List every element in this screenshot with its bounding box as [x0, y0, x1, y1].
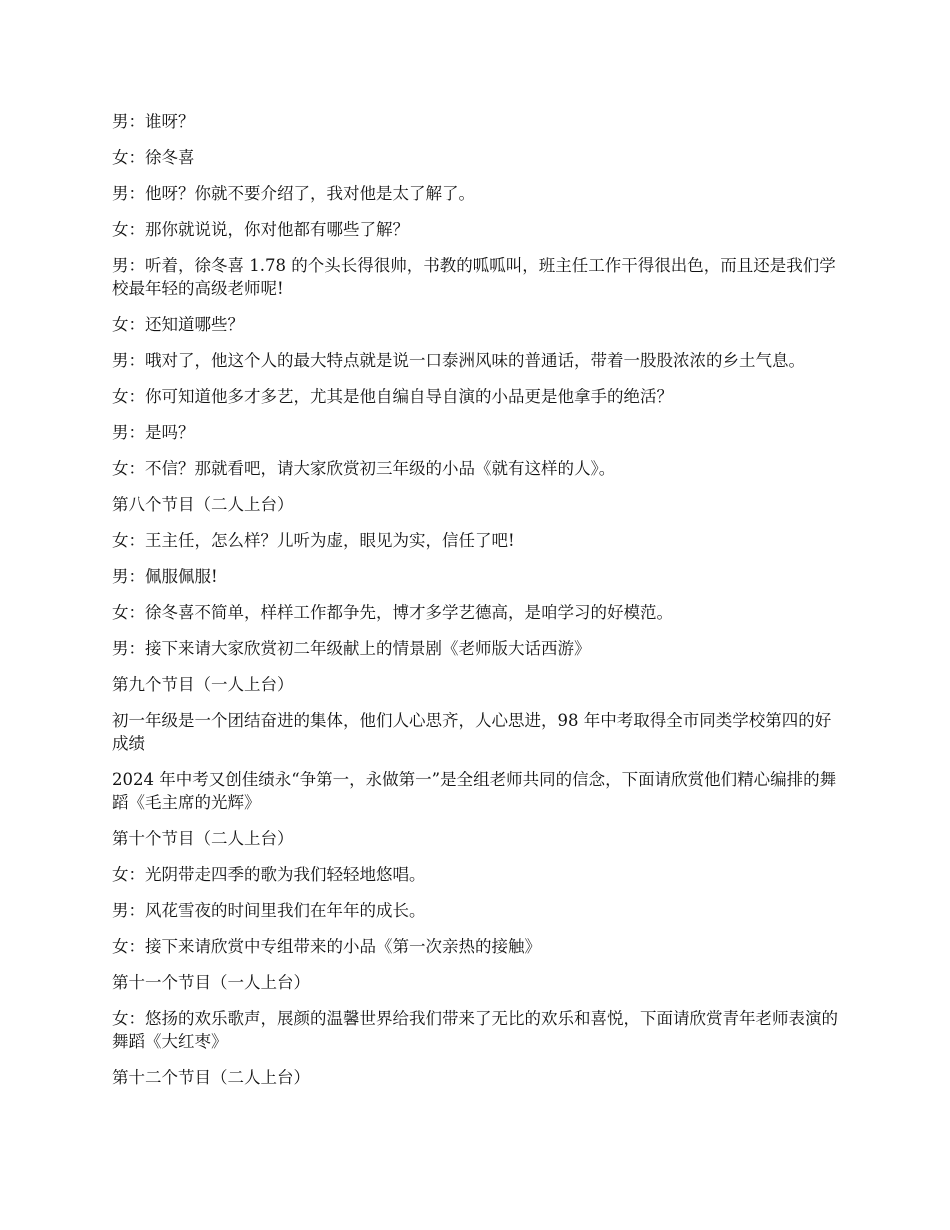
- dialogue-line: 男：谁呀？: [112, 112, 195, 131]
- dialogue-line: 女：接下来请欣赏中专组带来的小品《第一次亲热的接触》: [112, 937, 541, 956]
- program-heading: 第十一个节目（一人上台）: [112, 973, 310, 992]
- program-heading: 第十二个节目（二人上台）: [112, 1068, 310, 1087]
- dialogue-line: 女：王主任，怎么样？儿听为虚，眼见为实，信任了吧!: [112, 531, 515, 550]
- dialogue-line: 男：风花雪夜的时间里我们在年年的成长。: [112, 901, 426, 920]
- dialogue-line: 女：徐冬喜不简单，样样工作都争先，博才多学艺德高，是咱学习的好模范。: [112, 603, 673, 622]
- dialogue-line: 男：他呀？你就不要介绍了，我对他是太了解了。: [112, 184, 475, 203]
- dialogue-line: 男：接下来请大家欣赏初二年级献上的情景剧《老师版大话西游》: [112, 639, 591, 658]
- program-heading: 第十个节目（二人上台）: [112, 829, 294, 848]
- dialogue-line: 女：你可知道他多才多艺，尤其是他自编自导自演的小品更是他拿手的绝活？: [112, 387, 673, 406]
- dialogue-line: 女：徐冬喜: [112, 148, 195, 167]
- narration-line: 2024 年中考又创佳绩永“争第一，永做第一”是全组老师共同的信念，下面请欣赏他们精心编排的舞蹈《毛主席的光辉》: [112, 770, 837, 812]
- dialogue-line: 女：还知道哪些？: [112, 315, 244, 334]
- dialogue-line: 男：哦对了，他这个人的最大特点就是说一口泰洲风味的普通话，带着一股股浓浓的乡土气息。: [112, 351, 805, 370]
- dialogue-line: 男：听着，徐冬喜 1.78 的个头长得很帅，书教的呱呱叫，班主任工作干得很出色，而且还是我们学校最年轻的高级老师呢!: [112, 256, 836, 298]
- dialogue-line: 女：光阴带走四季的歌为我们轻轻地悠唱。: [112, 865, 426, 884]
- document-body: [112, 110, 842, 1102]
- dialogue-line: 男：佩服佩服!: [112, 567, 218, 586]
- dialogue-line: 女：不信？那就看吧，请大家欣赏初三年级的小品《就有这样的人》。: [112, 459, 616, 478]
- dialogue-line: 女：悠扬的欢乐歌声，展颜的温馨世界给我们带来了无比的欢乐和喜悦，下面请欣赏青年老师表演的舞蹈《大红枣》: [112, 1009, 838, 1051]
- narration-line: 初一年级是一个团结奋进的集体，他们人心思齐，人心思进，98 年中考取得全市同类学校第四的好成绩: [112, 711, 832, 753]
- dialogue-line: 男：是吗？: [112, 423, 195, 442]
- program-heading: 第九个节目（一人上台）: [112, 675, 294, 694]
- dialogue-line: 女：那你就说说，你对他都有哪些了解？: [112, 220, 409, 239]
- program-heading: 第八个节目（二人上台）: [112, 495, 294, 514]
